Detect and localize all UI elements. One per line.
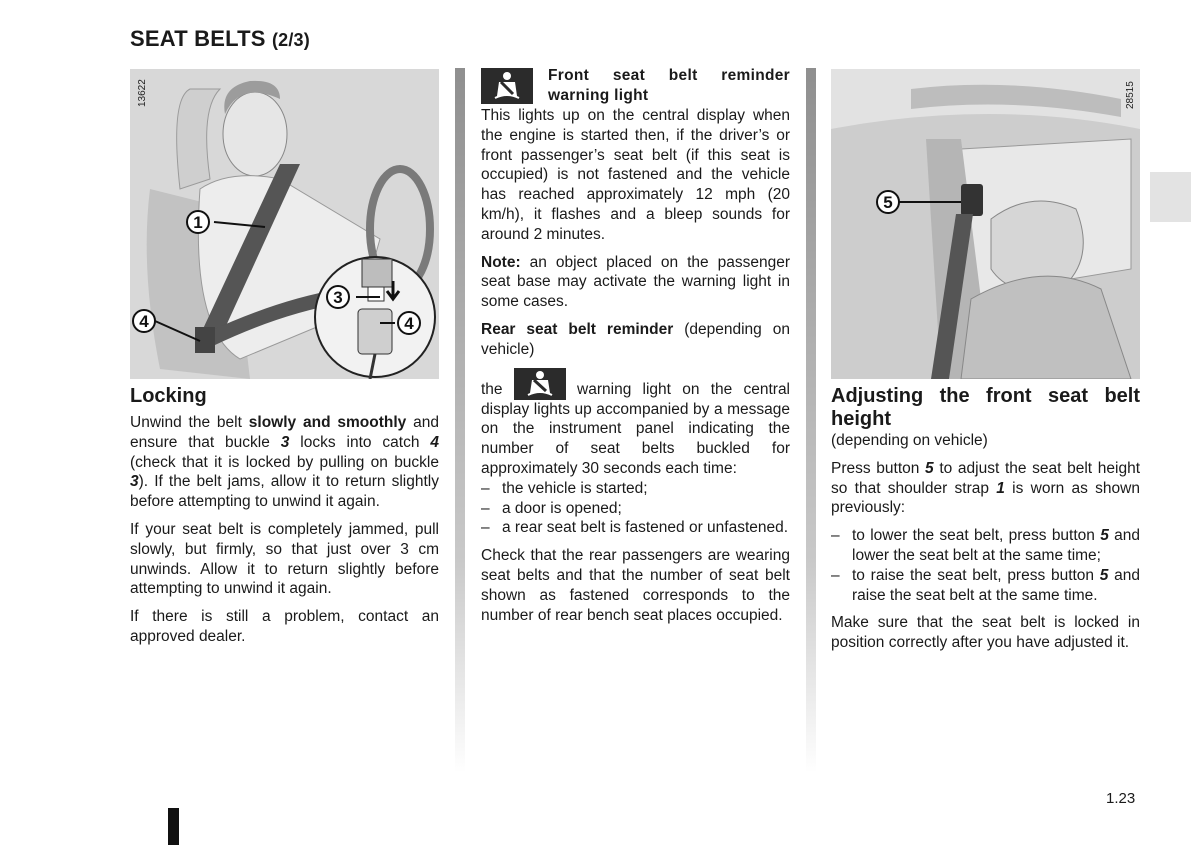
note-paragraph: Note: an object placed on the passenger seat base may activate the warning light in some cases. [481, 253, 790, 311]
locking-heading: Locking [130, 385, 207, 407]
page-title: SEAT BELTS (2/3) [130, 26, 310, 51]
column-locking [130, 66, 439, 655]
seatbelt-figure [130, 69, 439, 379]
column-reminder [481, 66, 790, 633]
callout-label: 5 [883, 193, 893, 212]
reminder-heading: Front seat belt reminder warning light [548, 67, 790, 104]
list-item: – to raise the seat belt, press button 5 and raise the seat belt at the same time. [831, 566, 1140, 606]
callout-label: 4 [139, 312, 149, 331]
locking-paragraph-2: If your seat belt is completely jammed, pull slowly, but firmly, so that just over 3 cm unwinds. Allow it to return slightly before attempting to unwind it again. [130, 520, 439, 598]
list-item: – the vehicle is started; [481, 479, 790, 499]
page-marker [168, 808, 179, 845]
list-item: – a rear seat belt is fastened or unfastened. [481, 518, 790, 538]
figure-code: 13622 [137, 79, 148, 107]
page-title-part: (2/3) [271, 30, 310, 50]
rear-warning-paragraph: the warning light on the central display lights up accompanied by a message on the instrument panel indicating the number of seat belts buckled for approximately 30 seconds each time: [481, 368, 790, 479]
callout-label: 1 [193, 213, 203, 232]
adjust-paragraph-2: Make sure that the seat belt is locked in position correctly after you have adjusted it. [831, 614, 1140, 652]
locking-paragraph-3: If there is still a problem, contact an approved dealer. [130, 608, 439, 645]
column-adjust [831, 66, 1140, 661]
seatbelt-warning-icon [481, 68, 533, 104]
column-divider [455, 68, 465, 773]
locking-paragraph-1: Unwind the belt slowly and smoothly and ensure that buckle 3 locks into catch 4 (check that it is locked by pulling on buckle 3). If the belt jams, allow it to return slightly before attempting to unwind it again. [130, 414, 439, 511]
seatbelt-height-illustration [831, 69, 1140, 379]
reminder-header [481, 66, 790, 106]
seatbelt-height-figure [831, 69, 1140, 379]
page-number: 1.23 [1106, 790, 1136, 807]
adjust-heading: Adjusting the front seat belt height [831, 385, 1140, 430]
seatbelt-warning-icon [514, 368, 566, 400]
callout-label: 3 [333, 288, 343, 307]
reminder-paragraph-4: Check that the rear passengers are wearing seat belts and that the number of seat belt shown as fastened corresponds to the number of rear bench seat places occupied. [481, 547, 790, 624]
rear-reminder-paragraph: Rear seat belt reminder (depending on vehicle) [481, 320, 790, 358]
list-item: – to lower the seat belt, press button 5 and lower the seat belt at the same time; [831, 526, 1140, 566]
adjust-subheading: (depending on vehicle) [831, 432, 988, 449]
section-tab [1150, 172, 1191, 222]
column-divider [806, 68, 816, 773]
seatbelt-illustration [130, 69, 439, 379]
list-item: – a door is opened; [481, 499, 790, 519]
figure-code: 28515 [1125, 81, 1136, 109]
adjust-paragraph-1: Press button 5 to adjust the seat belt height so that shoulder strap 1 is worn as shown previously: [831, 459, 1140, 517]
reminder-paragraph-1: This lights up on the central display when the engine is started then, if the driver’s or front passenger’s seat belt (if this seat is occupied) is not fastened and the vehicle has reached approximately 12 mph (20 km/h), it flashes and a bleep sounds for around 2 minutes. [481, 107, 790, 243]
callout-label: 4 [404, 314, 414, 333]
